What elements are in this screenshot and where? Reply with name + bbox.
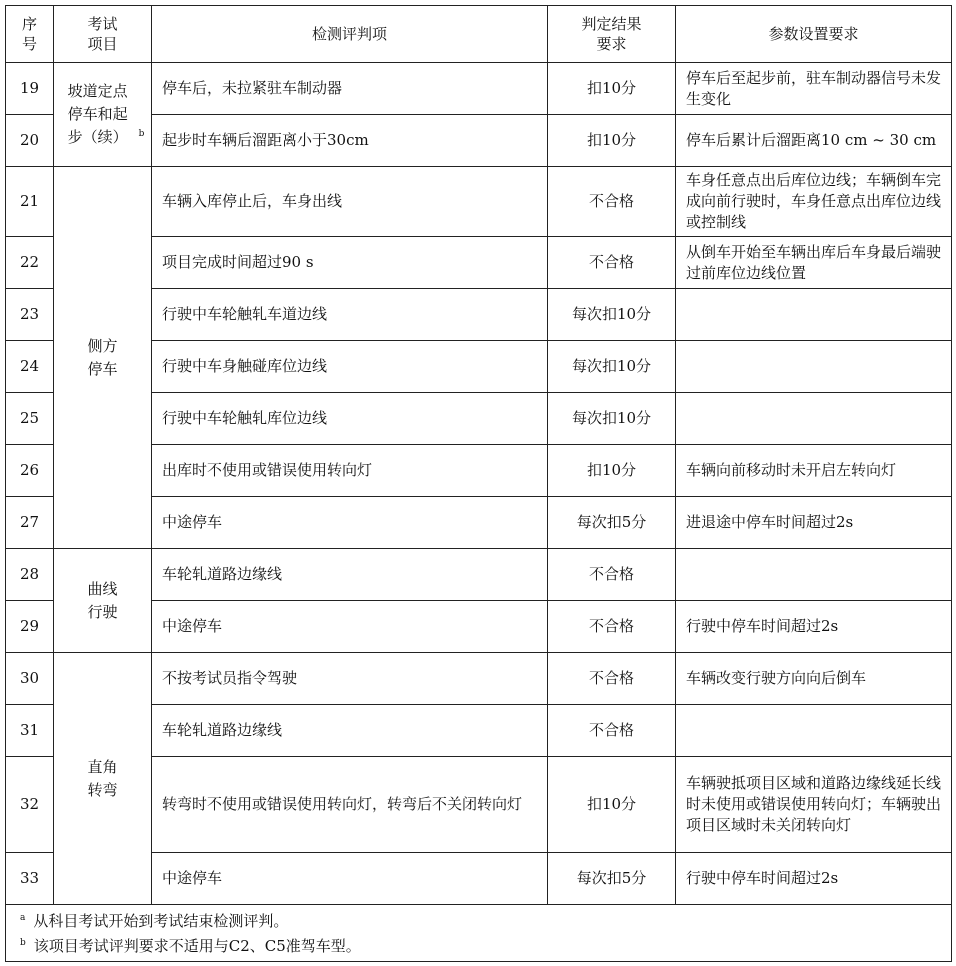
row-check: 行驶中车身触碰库位边线 [152, 341, 548, 393]
row-result: 每次扣10分 [548, 393, 676, 445]
row-check: 转弯时不使用或错误使用转向灯，转弯后不关闭转向灯 [152, 757, 548, 853]
row-check: 行驶中车轮触轧库位边线 [152, 393, 548, 445]
note-a [20, 907, 951, 932]
row-num: 32 [6, 757, 54, 853]
row-param [676, 341, 952, 393]
row-param [676, 393, 952, 445]
row-result: 每次扣5分 [548, 853, 676, 905]
note-text: 该项目考试评判要求不适用与C2、C5准驾车型。 [33, 937, 361, 955]
row-check: 中途停车 [152, 601, 548, 653]
row-num: 20 [6, 115, 54, 167]
row-param: 车身任意点出后库位边线；车辆倒车完成向前行驶时，车身任意点出库位边线或控制线 [676, 167, 952, 237]
notes-row [6, 905, 952, 962]
row-param [676, 289, 952, 341]
row-result: 扣10分 [548, 115, 676, 167]
header-result [548, 6, 676, 63]
row-num: 24 [6, 341, 54, 393]
row-check: 中途停车 [152, 853, 548, 905]
row-num: 19 [6, 63, 54, 115]
row-param: 停车后累计后溜距离10 cm ~ 30 cm [676, 115, 952, 167]
header-check: 检测评判项 [152, 6, 548, 63]
row-num: 27 [6, 497, 54, 549]
notes-cell [6, 905, 952, 962]
row-check: 车轮轧道路边缘线 [152, 705, 548, 757]
table-row [6, 653, 952, 705]
group-cell-right-angle [54, 653, 152, 905]
group-cell-curve [54, 549, 152, 653]
group-label: 坡道定点停车和起步（续） [67, 82, 128, 146]
row-check: 停车后，未拉紧驻车制动器 [152, 63, 548, 115]
note-mark: a [20, 913, 26, 923]
group-cell-slope [54, 63, 152, 167]
row-num: 33 [6, 853, 54, 905]
header-item [54, 6, 152, 63]
footnote-mark: b [138, 129, 145, 139]
header-row [6, 6, 952, 63]
row-num: 23 [6, 289, 54, 341]
row-check: 车轮轧道路边缘线 [152, 549, 548, 601]
row-result: 每次扣5分 [548, 497, 676, 549]
note-text: 从科目考试开始到考试结束检测评判。 [33, 912, 289, 930]
row-param: 进退途中停车时间超过2s [676, 497, 952, 549]
header-num-text: 序号 [21, 15, 37, 53]
row-param: 行驶中停车时间超过2s [676, 601, 952, 653]
header-param: 参数设置要求 [676, 6, 952, 63]
row-result: 每次扣10分 [548, 341, 676, 393]
row-result: 不合格 [548, 653, 676, 705]
row-param: 停车后至起步前，驻车制动器信号未发生变化 [676, 63, 952, 115]
row-result: 不合格 [548, 167, 676, 237]
row-num: 29 [6, 601, 54, 653]
row-result: 不合格 [548, 549, 676, 601]
note-mark: b [20, 938, 26, 948]
row-param [676, 549, 952, 601]
row-param: 车辆向前移动时未开启左转向灯 [676, 445, 952, 497]
row-num: 21 [6, 167, 54, 237]
group-label: 直角转弯 [87, 757, 118, 799]
row-check: 项目完成时间超过90 s [152, 237, 548, 289]
row-num: 22 [6, 237, 54, 289]
row-num: 25 [6, 393, 54, 445]
row-param [676, 705, 952, 757]
row-param: 车辆驶抵项目区域和道路边缘线延长线时未使用或错误使用转向灯；车辆驶出项目区域时未关闭转向灯 [676, 757, 952, 853]
row-check: 中途停车 [152, 497, 548, 549]
row-num: 26 [6, 445, 54, 497]
table-row [6, 167, 952, 237]
row-check: 车辆入库停止后，车身出线 [152, 167, 548, 237]
document-page [5, 5, 952, 962]
table-row [6, 549, 952, 601]
group-label: 曲线行驶 [87, 579, 118, 621]
row-param: 行驶中停车时间超过2s [676, 853, 952, 905]
row-num: 28 [6, 549, 54, 601]
row-result: 不合格 [548, 237, 676, 289]
row-num: 31 [6, 705, 54, 757]
row-result: 不合格 [548, 601, 676, 653]
row-param: 从倒车开始至车辆出库后车身最后端驶过前库位边线位置 [676, 237, 952, 289]
group-cell-side-parking [54, 167, 152, 549]
row-result: 每次扣10分 [548, 289, 676, 341]
table-row [6, 63, 952, 115]
header-num [6, 6, 54, 63]
row-check: 行驶中车轮触轧车道边线 [152, 289, 548, 341]
header-item-text: 考试项目 [87, 15, 118, 53]
row-result: 扣10分 [548, 757, 676, 853]
group-label: 侧方停车 [87, 336, 118, 378]
row-result: 扣10分 [548, 63, 676, 115]
exam-criteria-table [5, 5, 952, 962]
row-check: 不按考试员指令驾驶 [152, 653, 548, 705]
header-result-text: 判定结果要求 [581, 15, 642, 53]
row-check: 出库时不使用或错误使用转向灯 [152, 445, 548, 497]
row-num: 30 [6, 653, 54, 705]
row-result: 不合格 [548, 705, 676, 757]
note-b [20, 932, 951, 957]
row-result: 扣10分 [548, 445, 676, 497]
row-check: 起步时车辆后溜距离小于30cm [152, 115, 548, 167]
row-param: 车辆改变行驶方向向后倒车 [676, 653, 952, 705]
